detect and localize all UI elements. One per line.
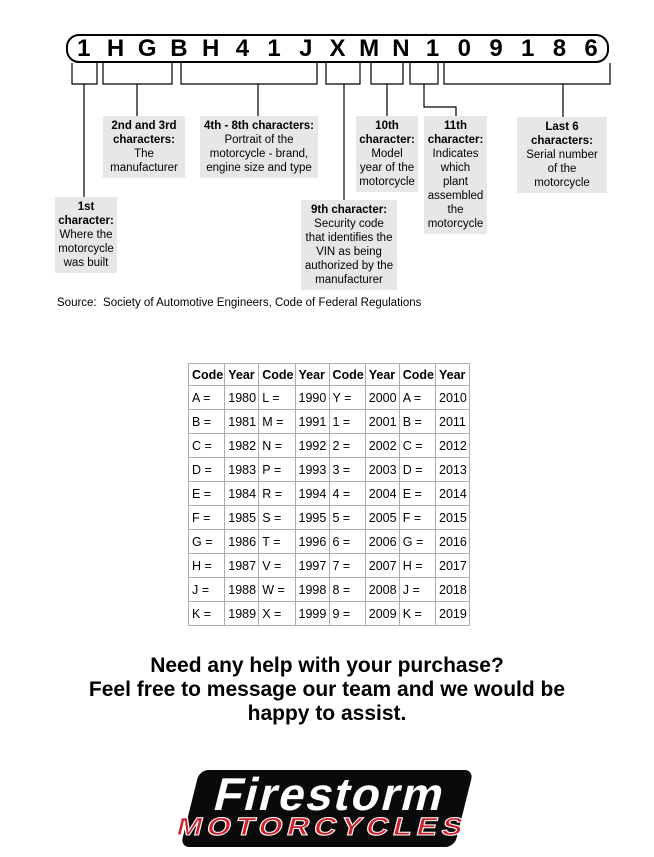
logo-section [0,770,654,847]
table-cell: 2001 [365,410,399,434]
table-cell: F = [399,506,435,530]
table-header-cell: Code [399,364,435,386]
table-cell: 2000 [365,386,399,410]
table-cell: 1998 [295,578,329,602]
table-cell: 1980 [225,386,259,410]
table-cell: 5 = [329,506,365,530]
callout-title: 1st character: [58,201,114,227]
table-cell: 2015 [436,506,470,530]
table-header-row [189,364,470,386]
table-cell: V = [259,554,295,578]
table-cell: 1982 [225,434,259,458]
table-cell: 1996 [295,530,329,554]
table-cell: W = [259,578,295,602]
logo-sub-text: MOTORCYCLES [173,812,472,841]
table-cell: 1988 [225,578,259,602]
table-cell: 1994 [295,482,329,506]
callout-title: 9th character: [310,204,388,216]
table-cell: 1991 [295,410,329,434]
table-cell: 1990 [295,386,329,410]
model-year-code-table [188,363,470,626]
table-cell: K = [399,602,435,626]
callout-title: 4th - 8th characters: [204,120,314,132]
table-cell: X = [259,602,295,626]
callout-body: Model year of the motorcycle [359,148,415,188]
table-cell: L = [259,386,295,410]
table-row [189,482,470,506]
vin-character: 9 [489,34,503,62]
vin-character: N [392,34,410,62]
callout-11th-character [424,116,487,234]
vin-character: 1 [267,34,281,62]
table-cell: M = [259,410,295,434]
source-note: Source: Society of Automotive Engineers, Code of Federal Regulations [57,297,422,309]
vin-diagram [0,0,654,330]
table-cell: 2009 [365,602,399,626]
help-line: happy to assist. [247,702,407,725]
vin-character: B [170,34,188,62]
table-row [189,410,470,434]
callout-body: Where the motorcycle was built [58,229,114,269]
vin-character: G [137,34,157,62]
table-header-cell: Year [225,364,259,386]
vin-character: H [201,34,220,62]
table-cell: J = [399,578,435,602]
table-cell: B = [189,410,225,434]
table-cell: 1993 [295,458,329,482]
table-cell: A = [399,386,435,410]
logo-brand-text: Firestorm [209,768,453,820]
table-cell: 2014 [436,482,470,506]
table-cell: N = [259,434,295,458]
callout-title: 11th character: [427,120,484,146]
callout-title: 10th character: [359,120,415,146]
table-cell: 1981 [225,410,259,434]
table-header-cell: Code [259,364,295,386]
table-cell: A = [189,386,225,410]
table-cell: 2008 [365,578,399,602]
vin-character: 1 [425,34,440,62]
table-row [189,506,470,530]
vin-character: 1 [521,34,535,62]
callout-body: Security code that identifies the VIN as being authorized by the manufacturer [304,218,394,286]
table-cell: 2012 [436,434,470,458]
help-line: Feel free to message our team and we would be [88,678,566,701]
table-cell: 2 = [329,434,365,458]
table-cell: 1986 [225,530,259,554]
table-cell: 6 = [329,530,365,554]
vin-character: H [106,34,125,62]
vin-character: M [359,34,380,62]
callout-title: 2nd and 3rd characters: [111,120,177,146]
callout-body: Portrait of the motorcycle - brand, engine size and type [206,134,312,174]
table-row [189,458,470,482]
callout-2nd-3rd-characters [103,116,185,178]
table-header-cell: Year [436,364,470,386]
firestorm-motorcycles-logo [173,768,473,847]
table-cell: 2016 [436,530,470,554]
table-cell: T = [259,530,295,554]
table-cell: 3 = [329,458,365,482]
table-row [189,554,470,578]
table-cell: 9 = [329,602,365,626]
table-cell: 1 = [329,410,365,434]
table-cell: G = [189,530,225,554]
table-cell: H = [399,554,435,578]
table-cell: 1984 [225,482,259,506]
table-cell: 1997 [295,554,329,578]
table-cell: C = [399,434,435,458]
table-cell: 4 = [329,482,365,506]
callout-last-6-characters [517,117,607,193]
table-cell: 2007 [365,554,399,578]
table-cell: 1999 [295,602,329,626]
table-cell: P = [259,458,295,482]
table-cell: K = [189,602,225,626]
table-cell: 2017 [436,554,470,578]
table-cell: 2006 [365,530,399,554]
vin-character: 4 [235,34,250,62]
vin-character: 6 [584,34,598,62]
vin-character: 8 [552,34,567,62]
table-cell: E = [189,482,225,506]
model-year-table-section [188,363,654,626]
table-row [189,578,470,602]
table-cell: B = [399,410,435,434]
table-cell: 2004 [365,482,399,506]
table-header-cell: Code [189,364,225,386]
help-line: Need any help with your purchase? [150,654,504,677]
vin-character: 0 [457,34,471,62]
callout-body: The manufacturer [110,148,178,174]
callout-4th-8th-characters [200,116,318,178]
table-cell: E = [399,482,435,506]
vin-character: J [299,34,313,62]
table-cell: G = [399,530,435,554]
table-cell: 2002 [365,434,399,458]
callout-body: Indicates which plant assembled the motorcycle [427,148,484,230]
table-cell: 1995 [295,506,329,530]
table-cell: 7 = [329,554,365,578]
table-cell: H = [189,554,225,578]
table-cell: 2019 [436,602,470,626]
table-row [189,386,470,410]
table-cell: 2005 [365,506,399,530]
callout-title: Last 6 characters: [530,121,593,147]
help-message [0,654,654,726]
callout-10th-character [356,116,418,192]
table-row [189,602,470,626]
callout-1st-character [55,197,117,273]
callout-9th-character [301,200,397,290]
table-cell: J = [189,578,225,602]
table-cell: D = [399,458,435,482]
table-cell: R = [259,482,295,506]
vin-character: 1 [77,34,91,62]
table-cell: 2018 [436,578,470,602]
table-header-cell: Year [295,364,329,386]
table-cell: 1989 [225,602,259,626]
table-cell: Y = [329,386,365,410]
callout-body: Serial number of the motorcycle [526,149,598,189]
table-cell: 1992 [295,434,329,458]
table-cell: 2010 [436,386,470,410]
table-cell: 2011 [436,410,470,434]
table-cell: S = [259,506,295,530]
table-cell: 8 = [329,578,365,602]
table-header-cell: Code [329,364,365,386]
table-cell: C = [189,434,225,458]
vin-character: X [329,34,346,62]
table-cell: 2013 [436,458,470,482]
vin-number-box [66,34,609,63]
table-cell: D = [189,458,225,482]
table-cell: 1985 [225,506,259,530]
table-cell: 1987 [225,554,259,578]
table-cell: 2003 [365,458,399,482]
table-cell: 1983 [225,458,259,482]
table-cell: F = [189,506,225,530]
table-row [189,434,470,458]
table-row [189,530,470,554]
table-header-cell: Year [365,364,399,386]
